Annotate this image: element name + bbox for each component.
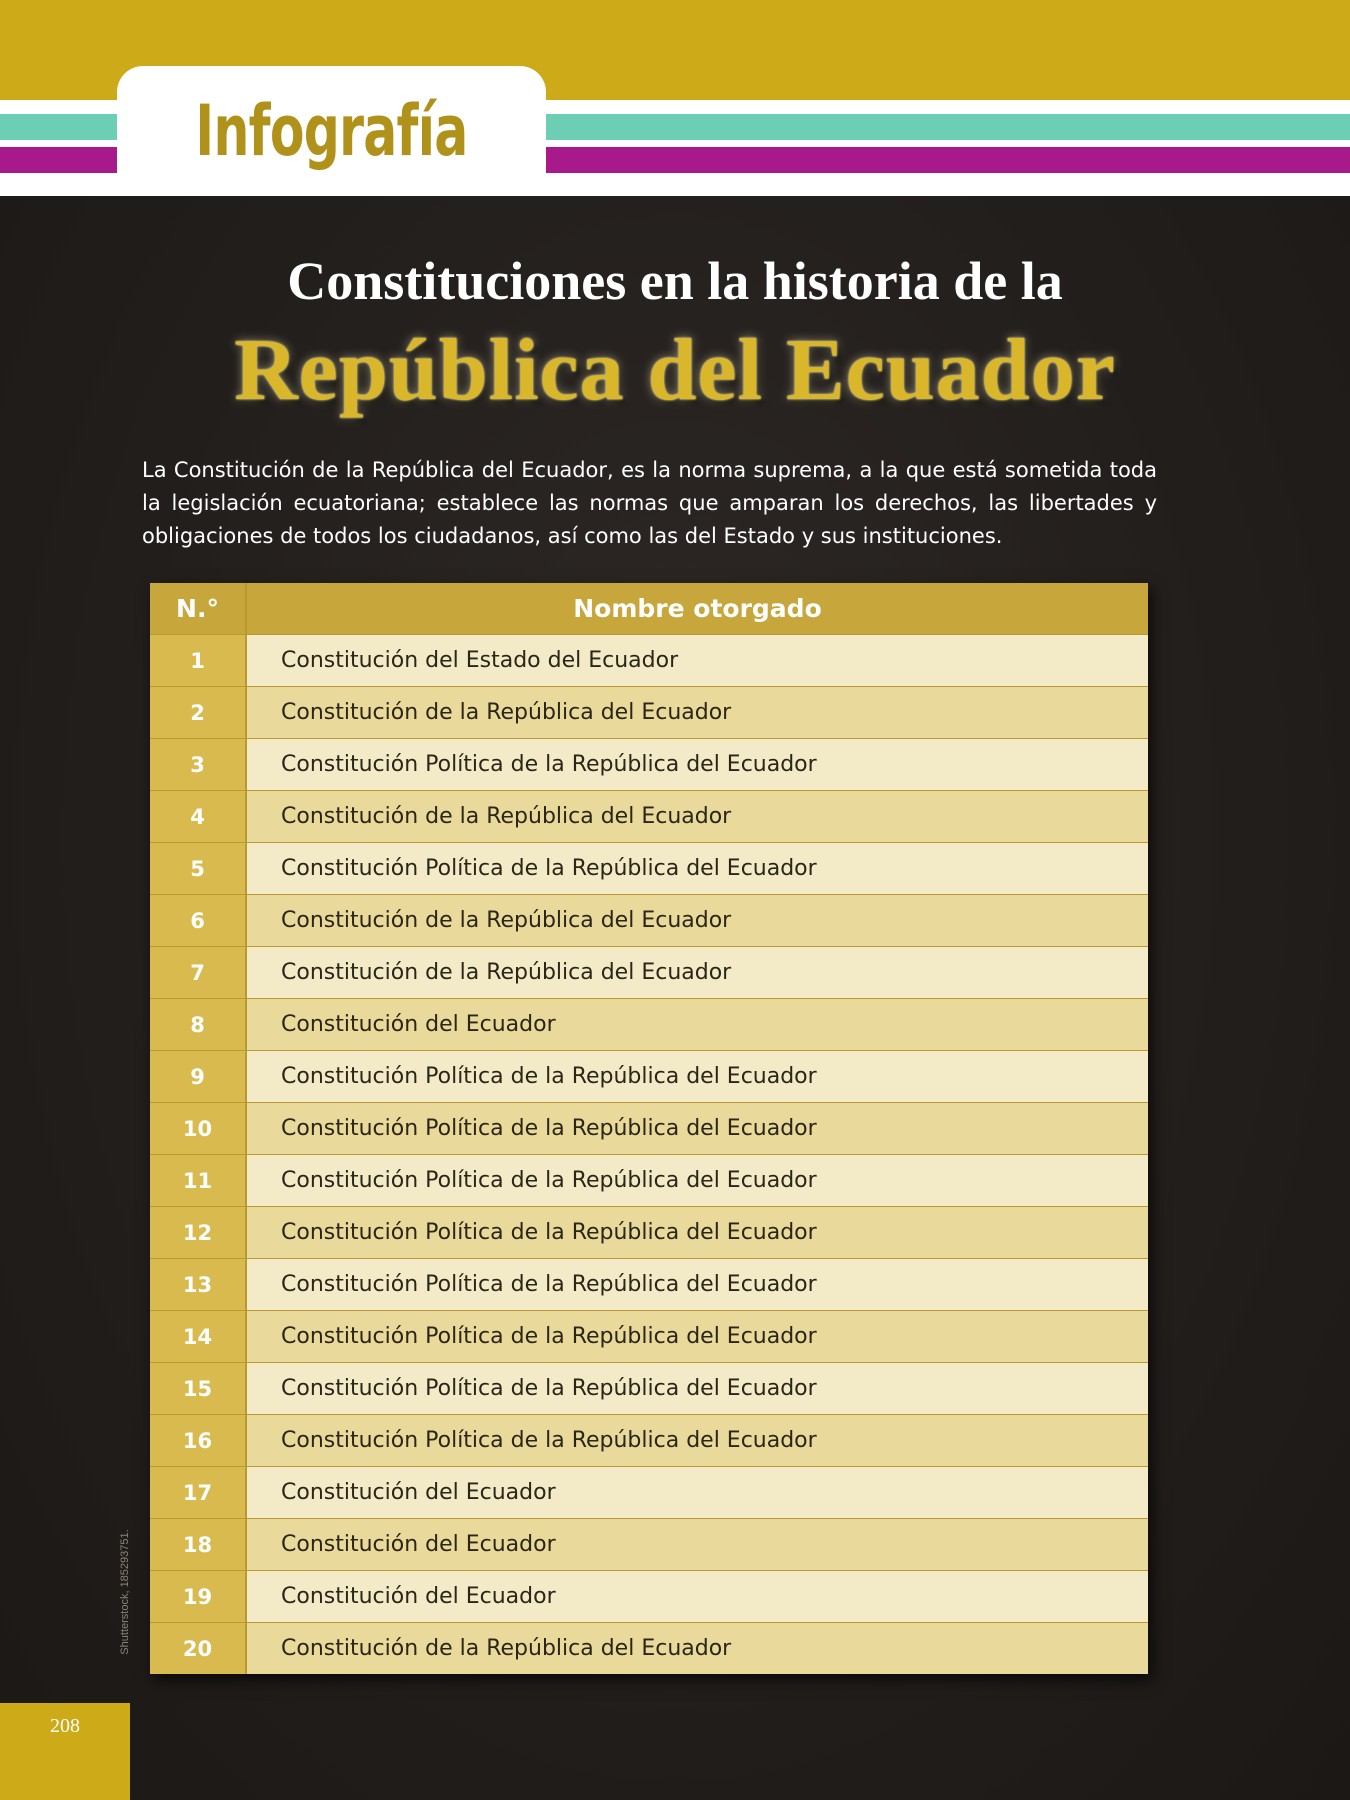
row-name: Constitución Política de la República del Ecuador bbox=[247, 1363, 1148, 1414]
row-name: Constitución de la República del Ecuador bbox=[247, 895, 1148, 946]
row-name: Constitución de la República del Ecuador bbox=[247, 791, 1148, 842]
page-number-box bbox=[0, 1703, 130, 1800]
row-name: Constitución del Ecuador bbox=[247, 1571, 1148, 1622]
table-row bbox=[150, 1519, 1148, 1571]
table-row bbox=[150, 635, 1148, 687]
row-number: 15 bbox=[150, 1363, 247, 1414]
row-number: 19 bbox=[150, 1571, 247, 1622]
row-number: 4 bbox=[150, 791, 247, 842]
row-number: 12 bbox=[150, 1207, 247, 1258]
table-row bbox=[150, 1467, 1148, 1519]
row-number: 2 bbox=[150, 687, 247, 738]
row-name: Constitución del Ecuador bbox=[247, 1519, 1148, 1570]
row-name: Constitución Política de la República del Ecuador bbox=[247, 1415, 1148, 1466]
table-row bbox=[150, 1623, 1148, 1674]
table-row bbox=[150, 1259, 1148, 1311]
header-number: N.° bbox=[150, 583, 247, 634]
table-row bbox=[150, 1571, 1148, 1623]
row-name: Constitución Política de la República del Ecuador bbox=[247, 1103, 1148, 1154]
table-row bbox=[150, 1415, 1148, 1467]
table-row bbox=[150, 843, 1148, 895]
table-row bbox=[150, 1051, 1148, 1103]
table-row bbox=[150, 739, 1148, 791]
row-name: Constitución de la República del Ecuador bbox=[247, 1623, 1148, 1674]
row-name: Constitución del Ecuador bbox=[247, 1467, 1148, 1518]
section-tab-label: Infografía bbox=[195, 90, 468, 172]
row-number: 5 bbox=[150, 843, 247, 894]
constitutions-table bbox=[150, 583, 1148, 1674]
row-number: 14 bbox=[150, 1311, 247, 1362]
table-row bbox=[150, 1311, 1148, 1363]
photo-credit: Shutterstock, 185293751. bbox=[119, 1529, 131, 1655]
row-name: Constitución Política de la República del Ecuador bbox=[247, 1311, 1148, 1362]
row-name: Constitución Política de la República del Ecuador bbox=[247, 843, 1148, 894]
row-number: 13 bbox=[150, 1259, 247, 1310]
table-row bbox=[150, 791, 1148, 843]
row-name: Constitución del Ecuador bbox=[247, 999, 1148, 1050]
table-row bbox=[150, 947, 1148, 999]
table-row bbox=[150, 999, 1148, 1051]
header-name: Nombre otorgado bbox=[573, 594, 822, 623]
table-body bbox=[150, 635, 1148, 1674]
row-name: Constitución del Estado del Ecuador bbox=[247, 635, 1148, 686]
row-name: Constitución de la República del Ecuador bbox=[247, 947, 1148, 998]
row-name: Constitución Política de la República del Ecuador bbox=[247, 1207, 1148, 1258]
table-row bbox=[150, 687, 1148, 739]
table-row bbox=[150, 1363, 1148, 1415]
row-number: 7 bbox=[150, 947, 247, 998]
table-header-row bbox=[150, 583, 1148, 635]
row-name: Constitución Política de la República del Ecuador bbox=[247, 1259, 1148, 1310]
row-number: 17 bbox=[150, 1467, 247, 1518]
page-title-line1: Constituciones en la historia de la bbox=[287, 251, 1063, 311]
row-number: 18 bbox=[150, 1519, 247, 1570]
row-number: 10 bbox=[150, 1103, 247, 1154]
row-name: Constitución Política de la República del Ecuador bbox=[247, 1051, 1148, 1102]
page-title-line2: República del Ecuador bbox=[234, 322, 1116, 419]
row-number: 9 bbox=[150, 1051, 247, 1102]
row-number: 1 bbox=[150, 635, 247, 686]
section-tab bbox=[117, 66, 546, 196]
row-number: 20 bbox=[150, 1623, 247, 1674]
row-number: 6 bbox=[150, 895, 247, 946]
table-row bbox=[150, 1207, 1148, 1259]
row-number: 16 bbox=[150, 1415, 247, 1466]
row-number: 11 bbox=[150, 1155, 247, 1206]
row-name: Constitución de la República del Ecuador bbox=[247, 687, 1148, 738]
row-number: 8 bbox=[150, 999, 247, 1050]
page-number: 208 bbox=[50, 1715, 80, 1737]
row-name: Constitución Política de la República del Ecuador bbox=[247, 739, 1148, 790]
header-band bbox=[0, 0, 1350, 196]
row-number: 3 bbox=[150, 739, 247, 790]
intro-paragraph: La Constitución de la República del Ecuador, es la norma suprema, a la que está sometida toda la legislación ecuatoriana; establece las normas que amparan los derechos, las libertades y obligaciones de todos los ciudadanos, así como las del Estado y sus instituciones. bbox=[142, 458, 1157, 548]
table-row bbox=[150, 895, 1148, 947]
table-row bbox=[150, 1155, 1148, 1207]
table-row bbox=[150, 1103, 1148, 1155]
row-name: Constitución Política de la República del Ecuador bbox=[247, 1155, 1148, 1206]
